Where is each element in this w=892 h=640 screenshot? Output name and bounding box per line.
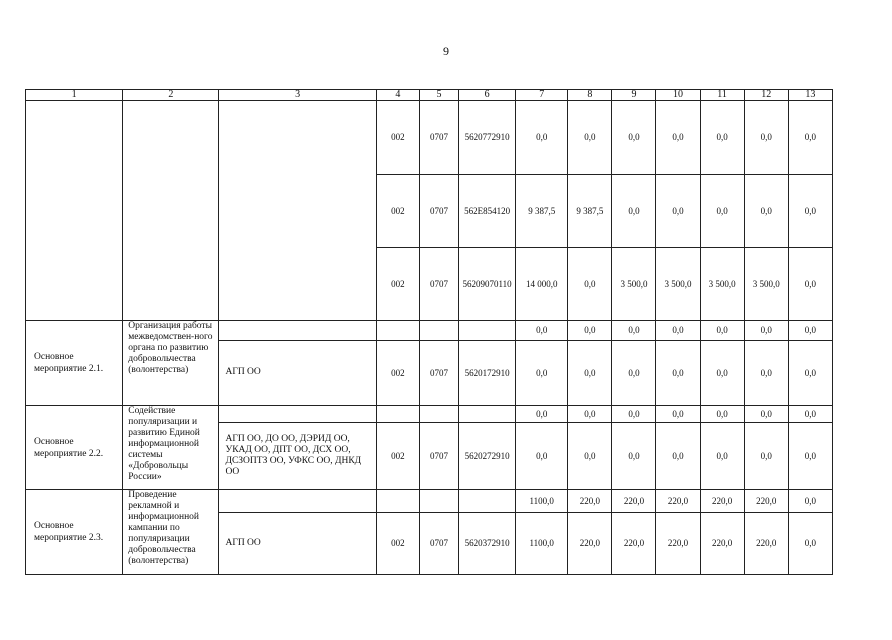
total-cell: 0,0: [568, 321, 612, 340]
total-cell: 0,0: [744, 321, 788, 340]
target-article: 56209070110: [459, 247, 516, 320]
value-cell: 0,0: [568, 101, 612, 174]
target-article: 5620772910: [459, 101, 516, 174]
value-cell: 0,0: [788, 174, 832, 247]
value-cell: 3 500,0: [700, 247, 744, 320]
column-number-row: [26, 90, 833, 101]
value-cell: 0,0: [700, 423, 744, 490]
total-cell: 0,0: [612, 405, 656, 422]
empty-cell: [219, 405, 376, 422]
section-code: 0707: [419, 512, 458, 574]
value-cell: 0,0: [568, 423, 612, 490]
value-cell: 0,0: [656, 340, 700, 405]
total-cell: 0,0: [788, 490, 832, 512]
target-article: 5620172910: [459, 340, 516, 405]
total-cell: 0,0: [568, 405, 612, 422]
value-cell: 0,0: [568, 247, 612, 320]
target-article: 5620272910: [459, 423, 516, 490]
value-cell: 0,0: [788, 512, 832, 574]
section-code: 0707: [419, 174, 458, 247]
empty-cell: [459, 490, 516, 512]
total-cell: 0,0: [516, 405, 568, 422]
value-cell: 220,0: [700, 512, 744, 574]
target-article: 562E854120: [459, 174, 516, 247]
column-number: 1: [26, 90, 123, 101]
section-code: 0707: [419, 340, 458, 405]
column-number: 10: [656, 90, 700, 101]
value-cell: 0,0: [744, 174, 788, 247]
total-cell: 0,0: [612, 321, 656, 340]
total-cell: 0,0: [744, 405, 788, 422]
empty-cell: [376, 490, 419, 512]
column-number: 13: [788, 90, 832, 101]
total-cell: 220,0: [568, 490, 612, 512]
chapter-code: 002: [376, 174, 419, 247]
value-cell: 0,0: [656, 101, 700, 174]
total-cell: 0,0: [516, 321, 568, 340]
value-cell: 0,0: [744, 423, 788, 490]
page-number: 9: [443, 44, 449, 58]
empty-cell: [219, 490, 376, 512]
empty-cell: [26, 101, 123, 321]
column-number: 3: [219, 90, 376, 101]
empty-cell: [459, 321, 516, 340]
column-number: 9: [612, 90, 656, 101]
value-cell: 0,0: [516, 340, 568, 405]
total-cell: 220,0: [700, 490, 744, 512]
measure-description: Проведение рекламной и информационной кампании по популяризации добровольчества (волонтерства): [123, 490, 219, 575]
value-cell: 9 387,5: [568, 174, 612, 247]
value-cell: 0,0: [700, 101, 744, 174]
executor: АГП ОО, ДО ОО, ДЭРИД ОО, УКАД ОО, ДПТ ОО, ДСХ ОО, ДСЗОПТЗ ОО, УФКС ОО, ДНКД ОО: [219, 423, 376, 490]
value-cell: 14 000,0: [516, 247, 568, 320]
total-cell: 220,0: [612, 490, 656, 512]
total-cell: 1100,0: [516, 490, 568, 512]
section-code: 0707: [419, 423, 458, 490]
empty-cell: [376, 321, 419, 340]
column-number: 2: [123, 90, 219, 101]
column-number: 12: [744, 90, 788, 101]
value-cell: 0,0: [516, 423, 568, 490]
value-cell: 0,0: [744, 340, 788, 405]
empty-cell: [219, 321, 376, 340]
empty-cell: [419, 490, 458, 512]
column-number: 8: [568, 90, 612, 101]
chapter-code: 002: [376, 340, 419, 405]
value-cell: 0,0: [788, 340, 832, 405]
total-cell: 220,0: [744, 490, 788, 512]
value-cell: 0,0: [656, 423, 700, 490]
column-number: 4: [376, 90, 419, 101]
column-number: 11: [700, 90, 744, 101]
value-cell: 220,0: [656, 512, 700, 574]
measure-description: Содействие популяризации и развитию Единой информационной системы «Добровольцы России»: [123, 405, 219, 490]
total-cell: 0,0: [656, 405, 700, 422]
value-cell: 3 500,0: [744, 247, 788, 320]
chapter-code: 002: [376, 512, 419, 574]
value-cell: 0,0: [700, 174, 744, 247]
value-cell: 0,0: [788, 247, 832, 320]
empty-cell: [459, 405, 516, 422]
total-cell: 0,0: [656, 321, 700, 340]
total-cell: 220,0: [656, 490, 700, 512]
value-cell: 0,0: [788, 101, 832, 174]
empty-cell: [419, 321, 458, 340]
value-cell: 220,0: [612, 512, 656, 574]
total-cell: 0,0: [788, 405, 832, 422]
value-cell: 0,0: [612, 174, 656, 247]
value-cell: 9 387,5: [516, 174, 568, 247]
value-cell: 0,0: [788, 423, 832, 490]
empty-cell: [219, 101, 376, 321]
measure-total-row: [26, 490, 833, 512]
value-cell: 1100,0: [516, 512, 568, 574]
value-cell: 0,0: [612, 423, 656, 490]
total-cell: 0,0: [700, 405, 744, 422]
measure-description: Организация работы межведомствен-ного органа по развитию добровольчества (волонтерства): [123, 321, 219, 406]
value-cell: 0,0: [612, 101, 656, 174]
measure-total-row: [26, 405, 833, 422]
section-code: 0707: [419, 247, 458, 320]
section-code: 0707: [419, 101, 458, 174]
value-cell: 220,0: [744, 512, 788, 574]
value-cell: 3 500,0: [612, 247, 656, 320]
empty-cell: [419, 405, 458, 422]
chapter-code: 002: [376, 101, 419, 174]
executor: АГП ОО: [219, 340, 376, 405]
column-number: 5: [419, 90, 458, 101]
empty-cell: [376, 405, 419, 422]
value-cell: 0,0: [744, 101, 788, 174]
budget-table: [25, 89, 833, 575]
measure-total-row: [26, 321, 833, 340]
column-number: 7: [516, 90, 568, 101]
table-row: [26, 101, 833, 174]
chapter-code: 002: [376, 423, 419, 490]
empty-cell: [123, 101, 219, 321]
target-article: 5620372910: [459, 512, 516, 574]
measure-name: Основное мероприятие 2.3.: [26, 490, 123, 575]
measure-name: Основное мероприятие 2.1.: [26, 321, 123, 406]
value-cell: 0,0: [700, 340, 744, 405]
total-cell: 0,0: [788, 321, 832, 340]
column-number: 6: [459, 90, 516, 101]
executor: АГП ОО: [219, 512, 376, 574]
value-cell: 220,0: [568, 512, 612, 574]
measure-name: Основное мероприятие 2.2.: [26, 405, 123, 490]
value-cell: 0,0: [612, 340, 656, 405]
total-cell: 0,0: [700, 321, 744, 340]
chapter-code: 002: [376, 247, 419, 320]
value-cell: 0,0: [568, 340, 612, 405]
value-cell: 3 500,0: [656, 247, 700, 320]
value-cell: 0,0: [656, 174, 700, 247]
value-cell: 0,0: [516, 101, 568, 174]
